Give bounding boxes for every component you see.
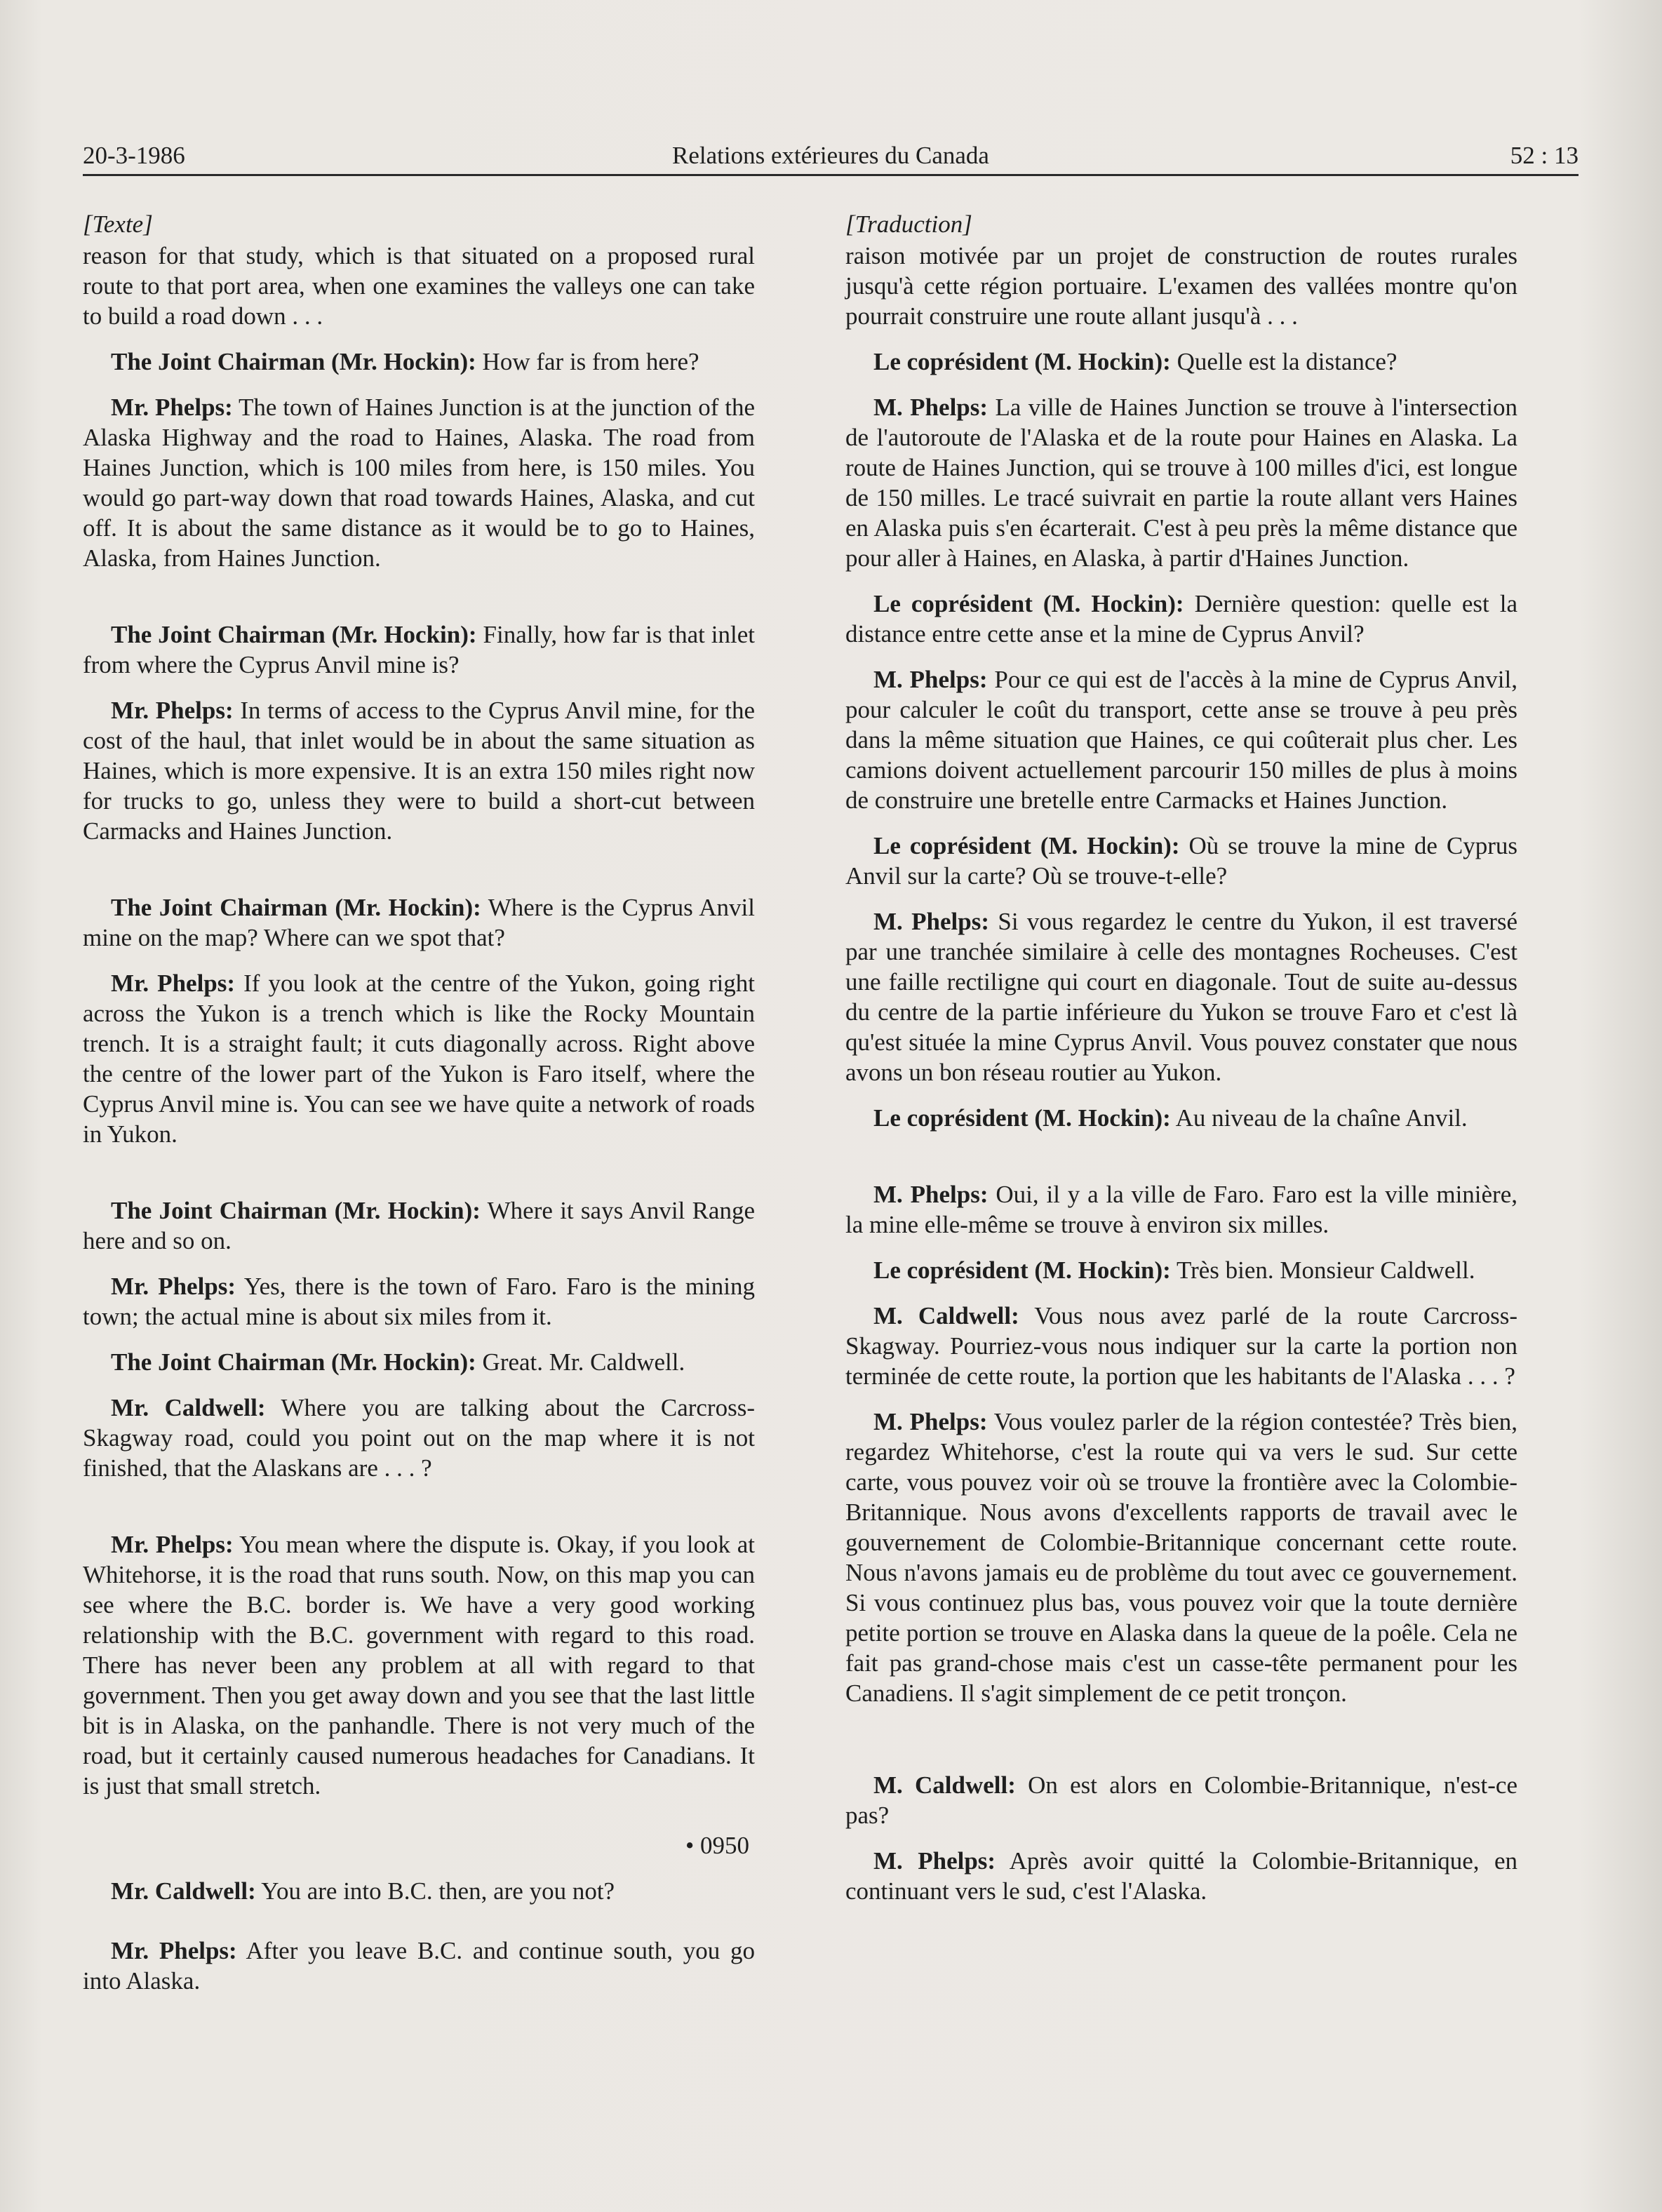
speaker-label: Mr. Caldwell: <box>111 1877 256 1905</box>
paragraph: The Joint Chairman (Mr. Hockin): Where is the Cyprus Anvil mine on the map? Where can we spot that? <box>83 894 756 951</box>
paragraph: Le coprésident (M. Hockin): Très bien. Monsieur Caldwell. <box>873 1256 1475 1284</box>
speaker-label: Le coprésident (M. Hockin): <box>873 348 1171 375</box>
speaker-label: M. Phelps: <box>873 1181 989 1208</box>
paragraph: Mr. Phelps: If you look at the centre of the Yukon, going right across the Yukon is a trench which is like the Rocky Mountain trench. It is a straight fault; it cuts diagonally across. Right above the centre of the lower part of the Yukon is Faro itself, where the Cyprus Anvil mine is. You can see we have quite a network of roads in Yukon. <box>83 970 756 1148</box>
english-column <box>83 209 755 1996</box>
paragraph: Le coprésident (M. Hockin): Dernière question: quelle est la distance entre cette anse et la mine de Cyprus Anvil? <box>845 590 1518 648</box>
paragraph: The Joint Chairman (Mr. Hockin): Finally, how far is that inlet from where the Cyprus Anvil mine is? <box>83 621 756 678</box>
paragraph: Mr. Phelps: Yes, there is the town of Faro. Faro is the mining town; the actual mine is about six miles from it. <box>83 1273 755 1330</box>
paragraph: Le coprésident (M. Hockin): Quelle est la distance? <box>873 348 1398 375</box>
paragraph: Le coprésident (M. Hockin): Au niveau de la chaîne Anvil. <box>873 1104 1468 1132</box>
speaker-label: Le coprésident (M. Hockin): <box>873 832 1180 859</box>
header-date: 20-3-1986 <box>83 142 185 169</box>
speaker-label: The Joint Chairman (Mr. Hockin): <box>111 621 477 648</box>
paragraph: Mr. Caldwell: Where you are talking about the Carcross-Skagway road, could you point out on the map where it is not finished, that the Alaskans are . . . ? <box>83 1394 755 1482</box>
paragraph: Mr. Phelps: In terms of access to the Cyprus Anvil mine, for the cost of the haul, that inlet would be in about the same situation as Haines, which is more expensive. It is an extra 150 miles right now for trucks to go, unless they were to build a short-cut between Carmacks and Haines Junction. <box>83 697 755 845</box>
speaker-label: Mr. Phelps: <box>111 970 236 997</box>
speaker-label: Mr. Phelps: <box>111 1273 236 1300</box>
speaker-label: Le coprésident (M. Hockin): <box>873 590 1184 617</box>
speaker-label: M. Phelps: <box>873 666 988 693</box>
speaker-label: M. Phelps: <box>873 1408 988 1435</box>
header-page-number: 52 : 13 <box>1510 142 1579 169</box>
speaker-label: M. Phelps: <box>873 394 989 421</box>
paragraph: M. Phelps: Vous voulez parler de la région contestée? Très bien, regardez Whitehorse, c'est la route qui va vers le sud. Sur cette carte, vous pouvez voir où se trouve la frontière avec la Colombie-Britannique. Nous avons d'excellents rapports de travail avec le gouvernement de Colombie-Britannique concernant cette route. Nous n'avons jamais eu de problème du tout avec ce gouvernement. Si vous continuez plus bas, vous pouvez voir que la toute dernière petite portion se trouve en Alaska dans la queue de la poêle. Cela ne fait pas grand-chose mais c'est un casse-tête permanent pour les Canadiens. Il s'agit simplement de ce petit tronçon. <box>845 1408 1517 1707</box>
paragraph: The Joint Chairman (Mr. Hockin): Great. Mr. Caldwell. <box>111 1348 685 1376</box>
paragraph: Mr. Phelps: The town of Haines Junction is at the junction of the Alaska Highway and the road to Haines, Alaska. The road from Haines Junction, which is 100 miles from here, is 150 miles. You would go part-way down that road towards Haines, Alaska, and cut off. It is about the same distance as it would be to go to Haines, Alaska, from Haines Junction. <box>83 394 755 572</box>
speaker-label: M. Phelps: <box>873 1847 996 1875</box>
paragraph: M. Phelps: La ville de Haines Junction se trouve à l'intersection de l'autoroute de l'Alaska et de la route pour Haines en Alaska. La route de Haines Junction, qui se trouve à 100 milles d'ici, est longue de 150 milles. Le tracé suivrait en partie la route allant vers Haines en Alaska puis s'en écarterait. C'est à peu près la même distance que pour aller à Haines, en Alaska, à partir d'Haines Junction. <box>845 394 1517 572</box>
paragraph: M. Caldwell: On est alors en Colombie-Britannique, n'est-ce pas? <box>845 1771 1518 1829</box>
french-column <box>845 209 1517 1906</box>
paragraph: The Joint Chairman (Mr. Hockin): Where it says Anvil Range here and so on. <box>83 1197 755 1254</box>
speaker-label: M. Phelps: <box>873 908 989 935</box>
paragraph: Mr. Phelps: After you leave B.C. and continue south, you go into Alaska. <box>83 1937 756 1995</box>
time-marker: • 0950 <box>685 1832 749 1859</box>
speaker-label: Mr. Phelps: <box>111 1531 234 1558</box>
paragraph: Mr. Caldwell: You are into B.C. then, are you not? <box>111 1877 615 1905</box>
paragraph: M. Caldwell: Vous nous avez parlé de la route Carcross-Skagway. Pourriez-vous nous indiquer sur la carte la portion non terminée de cette route, la portion que les habitants de l'Alaska . . . ? <box>845 1302 1518 1390</box>
page-header <box>83 138 1579 176</box>
speaker-label: M. Caldwell: <box>873 1302 1019 1329</box>
speaker-label: Mr. Phelps: <box>111 1937 237 1964</box>
paragraph: M. Phelps: Si vous regardez le centre du Yukon, il est traversé par une tranchée similaire à celle des montagnes Rocheuses. C'est une faille rectiligne qui court en diagonale. Tout de suite au-dessus du centre de la partie inférieure du Yukon se trouve Faro et c'est là qu'est située la mine Cyprus Anvil. Vous pouvez constater que nous avons un bon réseau routier au Yukon. <box>845 908 1518 1086</box>
speaker-label: Le coprésident (M. Hockin): <box>873 1256 1171 1284</box>
speaker-label: Le coprésident (M. Hockin): <box>873 1104 1171 1132</box>
column-tag: [Texte] <box>83 210 153 238</box>
paragraph: M. Phelps: Après avoir quitté la Colombie-Britannique, en continuant vers le sud, c'est l'Alaska. <box>845 1847 1517 1905</box>
paragraph: Le coprésident (M. Hockin): Où se trouve la mine de Cyprus Anvil sur la carte? Où se trouve-t-elle? <box>845 832 1517 890</box>
speaker-label: M. Caldwell: <box>873 1771 1016 1799</box>
paragraph: Mr. Phelps: You mean where the dispute is. Okay, if you look at Whitehorse, it is the road that runs south. Now, on this map you can see where the B.C. border is. We have a very good working relationship with the B.C. government with regard to this road. There has never been any problem at all with regard to that government. Then you get away down and you see that the last little bit is in Alaska, on the panhandle. There is not very much of the road, but it certainly caused numerous headaches for Canadians. It is just that small stretch. <box>83 1531 756 1799</box>
paragraph: raison motivée par un projet de construction de routes rurales jusqu'à cette région portuaire. L'examen des vallées montre qu'on pourrait construire une route allant jusqu'à . . . <box>845 242 1517 330</box>
paragraph: reason for that study, which is that situated on a proposed rural route to that port area, when one examines the valleys one can take to build a road down . . . <box>83 242 755 330</box>
speaker-label: The Joint Chairman (Mr. Hockin): <box>111 1197 481 1224</box>
column-tag: [Traduction] <box>845 210 972 238</box>
paragraph: M. Phelps: Pour ce qui est de l'accès à la mine de Cyprus Anvil, pour calculer le coût du transport, cette anse se trouve à peu près dans la même situation que Haines, ce qui coûterait plus cher. Les camions doivent actuellement parcourir 150 milles de plus à moins de construire une bretelle entre Carmacks et Haines Junction. <box>845 666 1517 814</box>
speaker-label: Mr. Caldwell: <box>111 1394 266 1421</box>
paragraph: The Joint Chairman (Mr. Hockin): How far is from here? <box>111 348 699 375</box>
speaker-label: Mr. Phelps: <box>111 697 234 724</box>
speaker-label: The Joint Chairman (Mr. Hockin): <box>111 1348 476 1376</box>
speaker-label: The Joint Chairman (Mr. Hockin): <box>111 348 476 375</box>
speaker-label: Mr. Phelps: <box>111 394 233 421</box>
speaker-label: The Joint Chairman (Mr. Hockin): <box>111 894 481 921</box>
paragraph: M. Phelps: Oui, il y a la ville de Faro. Faro est la ville minière, la mine elle-même se trouve à environ six milles. <box>845 1181 1518 1238</box>
header-title: Relations extérieures du Canada <box>672 142 989 169</box>
